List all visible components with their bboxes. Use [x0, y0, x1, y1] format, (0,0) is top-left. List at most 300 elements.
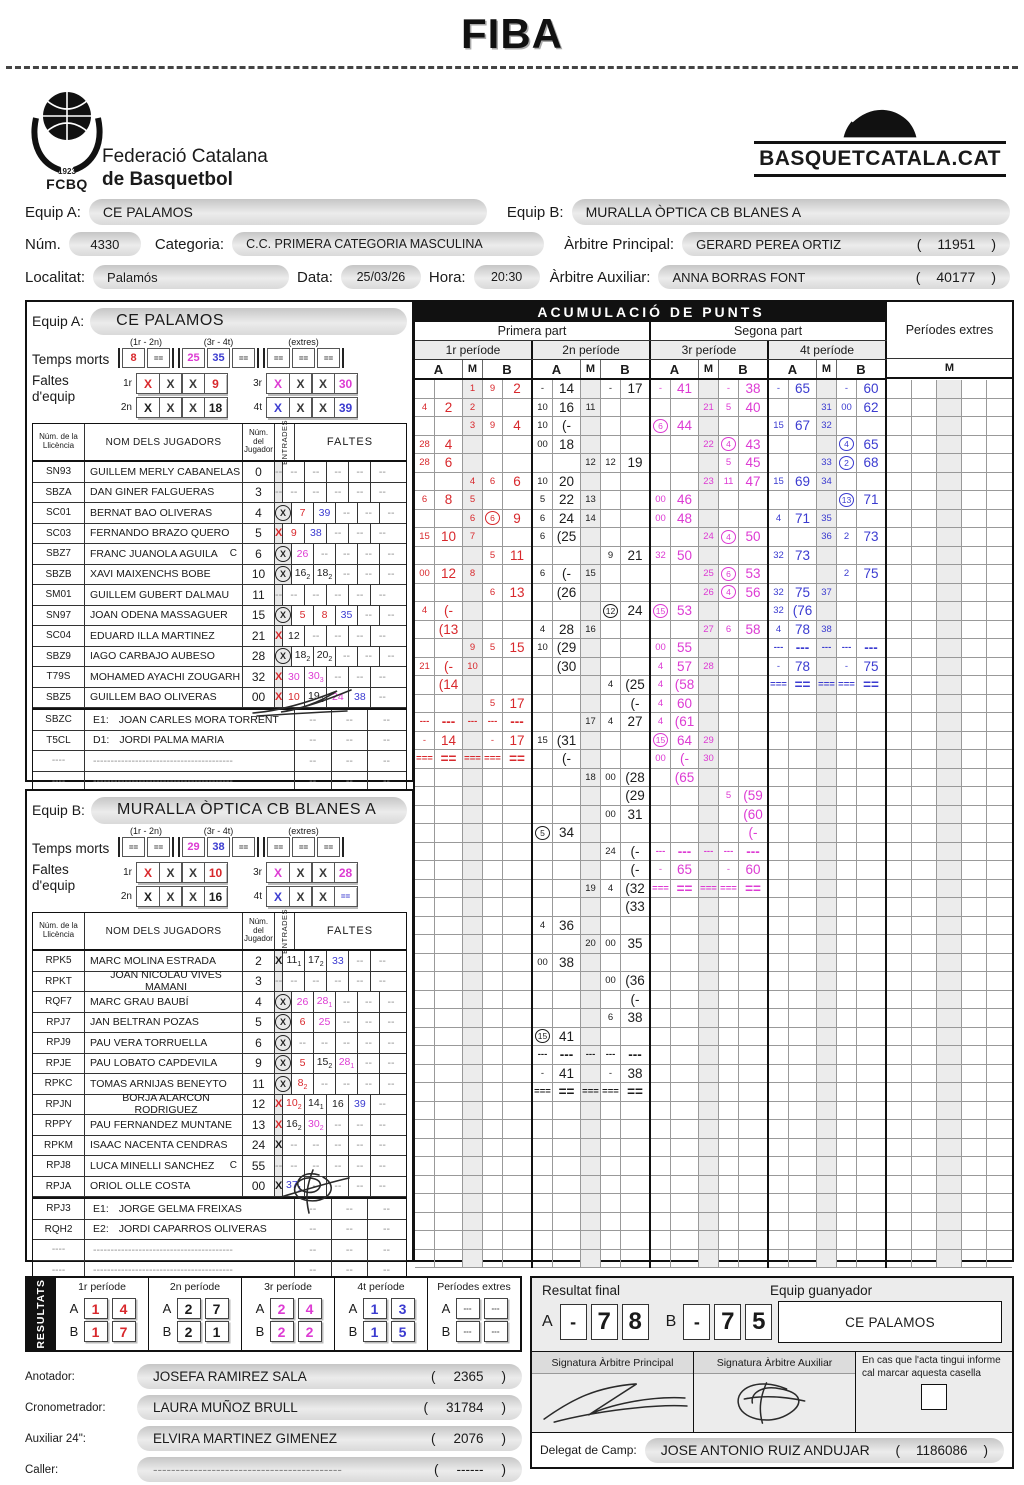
score-cell — [483, 898, 503, 917]
staff-name: ---------------------------------------- — [85, 751, 295, 771]
period-label: 1r — [123, 378, 132, 389]
captain-mark: C — [229, 548, 237, 560]
score-cell — [463, 1194, 483, 1213]
score-cell — [937, 602, 962, 621]
score-cell — [601, 787, 621, 806]
timeouts-group-label: (3r - 4t) — [203, 826, 234, 836]
score-row — [415, 510, 1012, 529]
score-cell: 31 — [817, 399, 837, 418]
team-fouls-row — [32, 862, 407, 907]
score-cell: 32 — [651, 547, 671, 566]
score-cell — [789, 1102, 817, 1121]
score-cell: 5 — [533, 824, 553, 843]
score-cell — [987, 769, 1012, 788]
score-cell — [671, 1046, 699, 1065]
score-cell — [937, 898, 962, 917]
timeout-box: 8 — [122, 348, 145, 368]
fcbq-acronym: FCBQ — [46, 176, 88, 192]
score-cell — [415, 1065, 435, 1084]
staff-license: RPJ3 — [33, 1199, 85, 1219]
score-cell — [769, 732, 789, 751]
result-digit: --- — [456, 1298, 480, 1319]
score-cell: --- — [769, 639, 789, 658]
col-m-label: M — [463, 360, 483, 378]
player-row — [33, 1054, 406, 1075]
score-cell — [857, 917, 885, 936]
score-cell — [699, 1250, 719, 1269]
score-cell: 17 — [581, 713, 601, 732]
score-cell — [817, 1157, 837, 1176]
score-cell — [483, 1157, 503, 1176]
score-cell: 33 — [817, 454, 837, 473]
score-cell — [533, 1120, 553, 1139]
entrades-cell: X — [275, 565, 292, 585]
score-cell — [739, 695, 767, 714]
result-period-box — [55, 1278, 148, 1350]
score-cell — [837, 1176, 857, 1195]
foul-cell: -- — [387, 547, 395, 560]
score-cell — [719, 898, 739, 917]
score-cell — [837, 695, 857, 714]
score-cell — [503, 1046, 531, 1065]
score-cell — [463, 1102, 483, 1121]
score-cell: --- — [533, 1046, 553, 1065]
score-cell — [857, 787, 885, 806]
score-cell: 24 — [621, 602, 649, 621]
foul-cell: -- — [358, 647, 380, 667]
result-row — [162, 1321, 229, 1342]
score-cell — [817, 1102, 837, 1121]
score-cell — [435, 1194, 463, 1213]
score-cell: 10 — [463, 658, 483, 677]
score-cell — [435, 898, 463, 917]
score-cell: 13 — [503, 584, 531, 603]
score-cell — [553, 935, 581, 954]
score-cell — [503, 1065, 531, 1084]
score-cell — [719, 1028, 739, 1047]
score-cell — [769, 565, 789, 584]
score-cell — [533, 880, 553, 899]
score-cell — [435, 1231, 463, 1250]
timeout-box: == — [292, 837, 315, 857]
score-cell: 6 — [719, 621, 739, 640]
hora-field[interactable] — [474, 265, 540, 289]
score-cell — [789, 861, 817, 880]
score-row — [415, 436, 1012, 455]
timeout-box: == — [122, 837, 145, 857]
score-cell — [415, 1231, 435, 1250]
score-cell: 28 — [699, 658, 719, 677]
score-cell: - — [601, 1065, 621, 1084]
result-team-label: A — [69, 1301, 79, 1316]
score-cell: 16 — [581, 621, 601, 640]
score-cell — [699, 1176, 719, 1195]
foul-cell: -- — [382, 1202, 390, 1215]
score-row — [415, 991, 1012, 1010]
score-cell — [621, 917, 649, 936]
score-cell — [651, 991, 671, 1010]
score-cell — [463, 676, 483, 695]
score-cell — [962, 639, 987, 658]
score-cell — [533, 1194, 553, 1213]
score-cell: 00 — [601, 769, 621, 788]
score-cell: 2 — [837, 565, 857, 584]
score-cell: --- — [553, 1046, 581, 1065]
team-fouls-period — [248, 397, 356, 418]
score-cell: (26 — [553, 584, 581, 603]
score-cell: 20 — [553, 473, 581, 492]
score-cell — [937, 1231, 962, 1250]
score-cell — [837, 1046, 857, 1065]
score-cell: == — [739, 880, 767, 899]
score-cell — [601, 898, 621, 917]
score-cell — [769, 1065, 789, 1084]
result-team-label: B — [162, 1324, 172, 1339]
score-cell — [463, 861, 483, 880]
result-row — [69, 1321, 136, 1342]
score-cell — [739, 1009, 767, 1028]
foul-cell: -- — [336, 1033, 358, 1053]
score-cell — [483, 1139, 503, 1158]
arbitre-principal-label: Àrbitre Principal: — [564, 235, 675, 253]
score-cell: 36 — [817, 528, 837, 547]
score-cell — [789, 1194, 817, 1213]
score-cell — [937, 1102, 962, 1121]
official-field[interactable] — [137, 1395, 522, 1420]
score-cell: 12 — [601, 454, 621, 473]
delegat-field[interactable] — [645, 1438, 1004, 1463]
player-row — [33, 667, 406, 688]
score-cell — [987, 639, 1012, 658]
score-cell — [987, 528, 1012, 547]
score-cell — [435, 1083, 463, 1102]
official-row — [25, 1454, 522, 1485]
col-m-label: M — [581, 360, 601, 378]
score-cell — [621, 417, 649, 436]
score-cell — [581, 380, 601, 399]
score-cell — [533, 861, 553, 880]
official-row — [25, 1361, 522, 1392]
foul-cell: -- — [295, 731, 332, 751]
num-value: 4330 — [90, 236, 120, 252]
official-field[interactable] — [137, 1426, 522, 1451]
foul-cell: -- — [283, 462, 305, 482]
team-foul-box: X — [159, 886, 183, 907]
player-license: RPKT — [33, 972, 85, 992]
score-cell — [533, 1176, 553, 1195]
score-cell — [503, 1102, 531, 1121]
score-cell — [937, 1028, 962, 1047]
score-cell: 6 — [651, 417, 671, 436]
score-cell: (29 — [621, 787, 649, 806]
score-cell — [987, 436, 1012, 455]
score-cell — [857, 1231, 885, 1250]
score-cell — [601, 695, 621, 714]
score-cell — [789, 565, 817, 584]
score-row — [415, 676, 1012, 695]
score-cell — [837, 824, 857, 843]
final-a-score — [560, 1304, 649, 1340]
foul-cell: -- — [283, 1156, 305, 1176]
score-cell — [671, 1139, 699, 1158]
entrades-cell: -- — [275, 483, 283, 503]
timeouts-group — [263, 337, 344, 368]
score-cell: 15 — [415, 528, 435, 547]
score-cell — [912, 1028, 937, 1047]
score-cell — [857, 1194, 885, 1213]
score-cell — [937, 1046, 962, 1065]
categoria-field[interactable] — [232, 232, 544, 256]
score-cell — [962, 1065, 987, 1084]
score-cell — [463, 1157, 483, 1176]
score-row — [415, 1213, 1012, 1232]
player-number: 15 — [243, 606, 275, 626]
score-cell — [769, 713, 789, 732]
score-cell — [601, 732, 621, 751]
score-cell — [699, 417, 719, 436]
score-cell — [503, 1009, 531, 1028]
score-cell — [533, 1213, 553, 1232]
period-label: 4t — [253, 891, 262, 902]
foul-cell: -- — [378, 1139, 386, 1152]
score-cell: 4 — [463, 473, 483, 492]
score-cell — [739, 1250, 767, 1269]
score-cell — [435, 584, 463, 603]
score-cell — [769, 491, 789, 510]
score-cell — [937, 843, 962, 862]
score-row — [415, 1139, 1012, 1158]
score-cell — [699, 602, 719, 621]
score-row — [415, 528, 1012, 547]
col-a-label: A — [651, 360, 699, 378]
score-cell: --- — [817, 639, 837, 658]
score-cell — [601, 658, 621, 677]
foul-cell: -- — [327, 1177, 349, 1197]
score-cell — [789, 454, 817, 473]
staff-row — [33, 1220, 406, 1241]
foul-cell: $20_2$ — [314, 647, 336, 667]
score-cell: 32 — [769, 584, 789, 603]
staff-role: E2: — [93, 1223, 109, 1236]
score-cell — [912, 676, 937, 695]
timeouts-group-label: (3r - 4t) — [203, 337, 234, 347]
score-cell — [435, 1102, 463, 1121]
score-cell — [789, 528, 817, 547]
score-cell — [912, 473, 937, 492]
score-row — [415, 1120, 1012, 1139]
score-cell: 34 — [817, 473, 837, 492]
score-cell: 44 — [671, 417, 699, 436]
score-cell — [912, 454, 937, 473]
categoria-value: C.C. PRIMERA CATEGORIA MASCULINA — [246, 237, 483, 251]
score-cell: 00 — [651, 491, 671, 510]
score-cell — [601, 1194, 621, 1213]
score-cell: 6 — [601, 1009, 621, 1028]
team-foul-box: 16 — [204, 886, 228, 907]
score-cell — [987, 676, 1012, 695]
score-cell: 29 — [699, 732, 719, 751]
score-cell — [837, 880, 857, 899]
score-cell: 2 — [837, 528, 857, 547]
score-cell — [937, 565, 962, 584]
player-name: BORJA ALARCON RODRIGUEZ — [85, 1095, 243, 1115]
timeout-box: 29 — [182, 837, 205, 857]
informe-note — [856, 1352, 1012, 1432]
score-cell — [463, 880, 483, 899]
score-cell — [699, 1102, 719, 1121]
entrades-cell: X — [275, 1033, 292, 1053]
score-cell — [533, 1139, 553, 1158]
score-cell — [912, 750, 937, 769]
score-cell — [699, 676, 719, 695]
score-cell: === — [699, 880, 719, 899]
score-row — [415, 769, 1012, 788]
foul-cell: -- — [295, 751, 332, 771]
score-cell: 6 — [533, 510, 553, 529]
score-cell — [817, 824, 837, 843]
score-cell — [415, 880, 435, 899]
foul-cell: -- — [387, 506, 395, 519]
team-name-field[interactable] — [91, 797, 407, 824]
score-cell — [887, 1213, 912, 1232]
score-cell: - — [769, 380, 789, 399]
score-cell — [962, 917, 987, 936]
score-cell — [857, 473, 885, 492]
foul-cell: -- — [358, 1074, 380, 1094]
score-cell — [962, 991, 987, 1010]
score-cell — [962, 954, 987, 973]
foul-cell: -- — [349, 951, 371, 971]
score-cell — [503, 917, 531, 936]
equip-b-field[interactable] — [572, 199, 1010, 225]
score-cell — [483, 935, 503, 954]
score-cell — [837, 473, 857, 492]
score-cell: 5 — [463, 491, 483, 510]
foul-cell: -- — [387, 1077, 395, 1090]
score-cell — [463, 824, 483, 843]
score-cell — [987, 547, 1012, 566]
score-cell — [987, 565, 1012, 584]
official-field[interactable] — [137, 1364, 522, 1389]
foul-cell: -- — [292, 1033, 314, 1053]
period-label: 1r — [123, 867, 132, 878]
score-cell — [699, 1046, 719, 1065]
score-cell — [719, 935, 739, 954]
player-row — [33, 544, 406, 565]
score-cell — [483, 1194, 503, 1213]
score-cell — [601, 491, 621, 510]
score-cell — [671, 1028, 699, 1047]
score-cell — [817, 880, 837, 899]
team-name-field[interactable] — [90, 308, 407, 335]
score-cell — [671, 454, 699, 473]
score-cell — [887, 380, 912, 399]
foul-cell: -- — [283, 1136, 305, 1156]
equip-a-field[interactable] — [89, 199, 487, 225]
score-row — [415, 473, 1012, 492]
foul-cell: -- — [336, 1074, 358, 1094]
score-cell — [857, 806, 885, 825]
player-row — [33, 969, 406, 994]
player-name: TOMAS ARNIJAS BENEYTO — [85, 1074, 243, 1094]
score-cell — [987, 880, 1012, 899]
score-cell — [463, 898, 483, 917]
informe-checkbox[interactable] — [921, 1384, 947, 1410]
col-m-label: M — [699, 360, 719, 378]
timeouts-row — [32, 826, 407, 857]
localitat-field[interactable] — [93, 265, 289, 289]
num-field[interactable] — [69, 232, 141, 256]
foul-cell: -- — [382, 1223, 390, 1236]
team-name: MURALLA ÒPTICA CB BLANES A — [116, 801, 377, 818]
foul-cell: -- — [305, 1177, 327, 1197]
score-cell: 5 — [719, 787, 739, 806]
score-cell — [671, 436, 699, 455]
team-fouls-label: Faltes d'equip — [32, 373, 76, 404]
score-cell — [435, 1157, 463, 1176]
entrades-cell: X — [275, 544, 292, 564]
result-row — [441, 1298, 508, 1319]
score-cell: 38 — [621, 1009, 649, 1028]
staff-name: ---------------------------------------- — [85, 1240, 295, 1260]
arbitre-auxiliar-field[interactable] — [658, 265, 1010, 289]
score-cell — [671, 1120, 699, 1139]
arbitre-principal-field[interactable] — [682, 232, 1010, 256]
score-cell — [581, 991, 601, 1010]
official-field[interactable] — [137, 1457, 522, 1482]
staff-license: ---- — [33, 1240, 85, 1260]
score-cell — [671, 787, 699, 806]
team-foul-box: X — [311, 862, 335, 883]
arbitre-auxiliar-label: Àrbitre Auxiliar: — [549, 268, 651, 286]
foul-cell: -- — [349, 585, 371, 605]
player-number: 11 — [243, 1074, 275, 1094]
team-fouls-period — [118, 397, 226, 418]
score-cell — [769, 1194, 789, 1213]
score-cell — [962, 1139, 987, 1158]
player-number: 9 — [243, 1054, 275, 1074]
principal-referee-signature — [532, 1374, 693, 1432]
score-cell — [463, 935, 483, 954]
auxiliar-referee-signature — [694, 1374, 855, 1432]
score-cell — [553, 602, 581, 621]
score-cell — [769, 399, 789, 418]
header-number: Núm. del Jugador — [243, 424, 275, 460]
score-cell — [887, 1157, 912, 1176]
data-field[interactable] — [341, 265, 421, 289]
player-number: 55 — [243, 1156, 275, 1176]
resultat-final-label: Resultat final — [542, 1283, 621, 1298]
score-cell — [789, 824, 817, 843]
score-cell — [463, 1176, 483, 1195]
score-cell — [857, 750, 885, 769]
score-cell — [857, 861, 885, 880]
score-cell — [435, 1213, 463, 1232]
score-cell: 38 — [553, 954, 581, 973]
score-cell — [887, 621, 912, 640]
score-cell — [887, 639, 912, 658]
score-cell — [857, 510, 885, 529]
score-cell — [962, 806, 987, 825]
score-row — [415, 917, 1012, 936]
score-cell — [651, 1250, 671, 1269]
score-cell — [912, 824, 937, 843]
score-cell: 48 — [671, 510, 699, 529]
score-cell — [769, 1139, 789, 1158]
score-cell: 73 — [857, 528, 885, 547]
federation-line2: de Basquetbol — [102, 168, 233, 190]
score-cell: 6 — [483, 473, 503, 492]
